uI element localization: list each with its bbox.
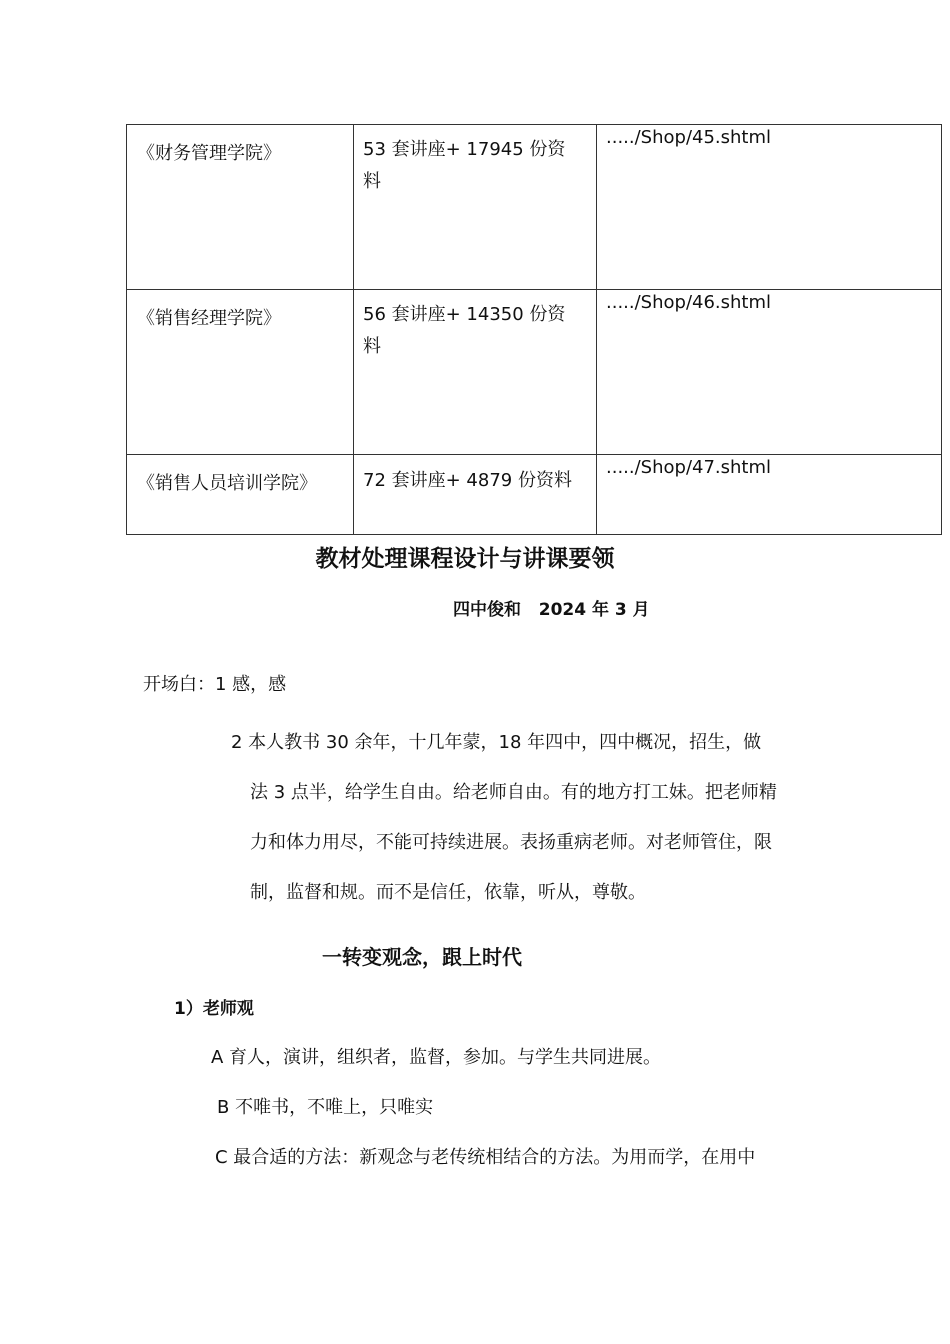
course-name: 《销售经理学院》 <box>127 290 354 455</box>
course-link[interactable]: ...../Shop/47.shtml <box>597 455 942 535</box>
paragraph-line: 法 3 点半，给学生自由。给老师自由。有的地方打工妹。把老师精 <box>250 782 777 803</box>
page-title: 教材处理课程设计与讲课要领 <box>315 546 615 572</box>
course-name: 《销售人员培训学院》 <box>127 455 354 535</box>
course-desc-line: 料 <box>363 171 381 192</box>
course-desc <box>354 125 597 290</box>
opening-line: 开场白：1 感，感 <box>143 674 287 695</box>
intro-paragraph <box>231 718 811 918</box>
subsection-heading: 1）老师观 <box>174 999 254 1019</box>
course-desc <box>354 455 597 535</box>
catalog-table <box>126 124 942 535</box>
section-heading: 一转变观念，跟上时代 <box>322 945 522 969</box>
paragraph-line: 制，监督和规。而不是信任，依靠，听从，尊敬。 <box>250 882 646 903</box>
course-desc-line: 料 <box>363 336 381 357</box>
course-link[interactable]: ...../Shop/46.shtml <box>597 290 942 455</box>
course-desc-line: 72 套讲座+ 4879 份资料 <box>363 470 572 491</box>
course-desc <box>354 290 597 455</box>
paragraph-line: 2 本人教书 30 余年，十几年蒙，18 年四中，四中概况，招生，做 <box>231 732 762 753</box>
course-desc-line: 56 套讲座+ 14350 份资 <box>363 304 566 325</box>
list-item: A 育人，演讲，组织者，监督，参加。与学生共同进展。 <box>211 1047 662 1068</box>
list-item: B 不唯书，不唯上，只唯实 <box>217 1097 434 1118</box>
table-row <box>127 455 942 535</box>
table-row <box>127 290 942 455</box>
course-link[interactable]: ...../Shop/45.shtml <box>597 125 942 290</box>
paragraph-line: 力和体力用尽，不能可持续进展。表扬重病老师。对老师管住，限 <box>250 832 772 853</box>
author-date: 四中俊和 2024 年 3 月 <box>453 600 650 620</box>
table-row <box>127 125 942 290</box>
course-desc-line: 53 套讲座+ 17945 份资 <box>363 139 566 160</box>
list-item: C 最合适的方法：新观念与老传统相结合的方法。为用而学，在用中 <box>215 1147 756 1168</box>
course-name: 《财务管理学院》 <box>127 125 354 290</box>
